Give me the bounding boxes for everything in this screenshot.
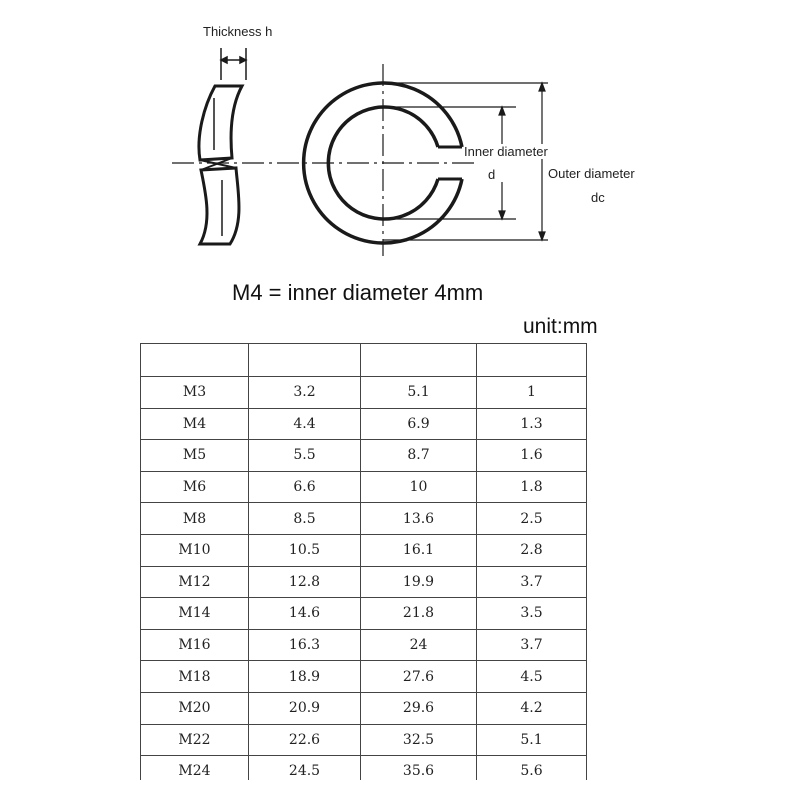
thickness-dimension <box>221 48 246 80</box>
size-cell: M5 <box>141 440 249 472</box>
table-body <box>141 377 587 788</box>
size-cell: M3 <box>141 377 249 409</box>
table-header-row <box>141 344 587 377</box>
value-cell: 5.5 <box>249 440 361 472</box>
value-cell: 27.6 <box>361 661 477 693</box>
value-cell: 8.5 <box>249 503 361 535</box>
inner-diameter-symbol: d <box>488 167 496 182</box>
value-cell: 29.6 <box>361 692 477 724</box>
thickness-label: Thickness h <box>203 24 273 39</box>
value-cell: 16.3 <box>249 629 361 661</box>
inner-diameter-label: Inner diameter <box>464 144 548 159</box>
outer-diameter-label: Outer diameter <box>548 166 635 181</box>
table-row <box>141 661 587 693</box>
value-cell: 3.2 <box>249 377 361 409</box>
value-cell: 5.6 <box>477 756 587 788</box>
value-cell: 8.7 <box>361 440 477 472</box>
value-cell: 35.6 <box>361 756 477 788</box>
value-cell: 16.1 <box>361 534 477 566</box>
value-cell: 1.3 <box>477 408 587 440</box>
value-cell: 6.6 <box>249 471 361 503</box>
value-cell: 3.5 <box>477 598 587 630</box>
size-cell: M24 <box>141 756 249 788</box>
value-cell: 13.6 <box>361 503 477 535</box>
table-row <box>141 724 587 756</box>
table-row <box>141 566 587 598</box>
washer-side-view <box>199 86 242 244</box>
value-cell: 4.4 <box>249 408 361 440</box>
value-cell: 12.8 <box>249 566 361 598</box>
value-cell: 14.6 <box>249 598 361 630</box>
value-cell: 10.5 <box>249 534 361 566</box>
header-cell <box>249 344 361 377</box>
value-cell: 5.1 <box>477 724 587 756</box>
value-cell: 3.7 <box>477 566 587 598</box>
table-row <box>141 503 587 535</box>
size-caption: M4 = inner diameter 4mm <box>232 280 484 305</box>
value-cell: 19.9 <box>361 566 477 598</box>
table-row <box>141 377 587 409</box>
header-cell <box>361 344 477 377</box>
value-cell: 6.9 <box>361 408 477 440</box>
page-bottom-margin <box>0 780 800 800</box>
size-cell: M6 <box>141 471 249 503</box>
value-cell: 1.6 <box>477 440 587 472</box>
unit-label: unit:mm <box>523 315 598 338</box>
size-cell: M20 <box>141 692 249 724</box>
value-cell: 5.1 <box>361 377 477 409</box>
value-cell: 24.5 <box>249 756 361 788</box>
value-cell: 32.5 <box>361 724 477 756</box>
table-row <box>141 440 587 472</box>
table-row <box>141 471 587 503</box>
table-row <box>141 534 587 566</box>
outer-diameter-symbol: dc <box>591 190 605 205</box>
value-cell: 20.9 <box>249 692 361 724</box>
table-row <box>141 692 587 724</box>
value-cell: 22.6 <box>249 724 361 756</box>
size-cell: M22 <box>141 724 249 756</box>
value-cell: 1.8 <box>477 471 587 503</box>
size-cell: M16 <box>141 629 249 661</box>
value-cell: 3.7 <box>477 629 587 661</box>
size-cell: M10 <box>141 534 249 566</box>
value-cell: 4.5 <box>477 661 587 693</box>
value-cell: 2.5 <box>477 503 587 535</box>
value-cell: 4.2 <box>477 692 587 724</box>
value-cell: 2.8 <box>477 534 587 566</box>
value-cell: 10 <box>361 471 477 503</box>
size-cell: M4 <box>141 408 249 440</box>
size-cell: M14 <box>141 598 249 630</box>
header-cell <box>141 344 249 377</box>
value-cell: 1 <box>477 377 587 409</box>
spec-table <box>140 343 587 788</box>
size-cell: M8 <box>141 503 249 535</box>
value-cell: 18.9 <box>249 661 361 693</box>
header-cell <box>477 344 587 377</box>
value-cell: 21.8 <box>361 598 477 630</box>
table-row <box>141 598 587 630</box>
size-cell: M12 <box>141 566 249 598</box>
size-cell: M18 <box>141 661 249 693</box>
table-row <box>141 629 587 661</box>
value-cell: 24 <box>361 629 477 661</box>
table-row <box>141 408 587 440</box>
washer-diagram <box>0 0 800 260</box>
